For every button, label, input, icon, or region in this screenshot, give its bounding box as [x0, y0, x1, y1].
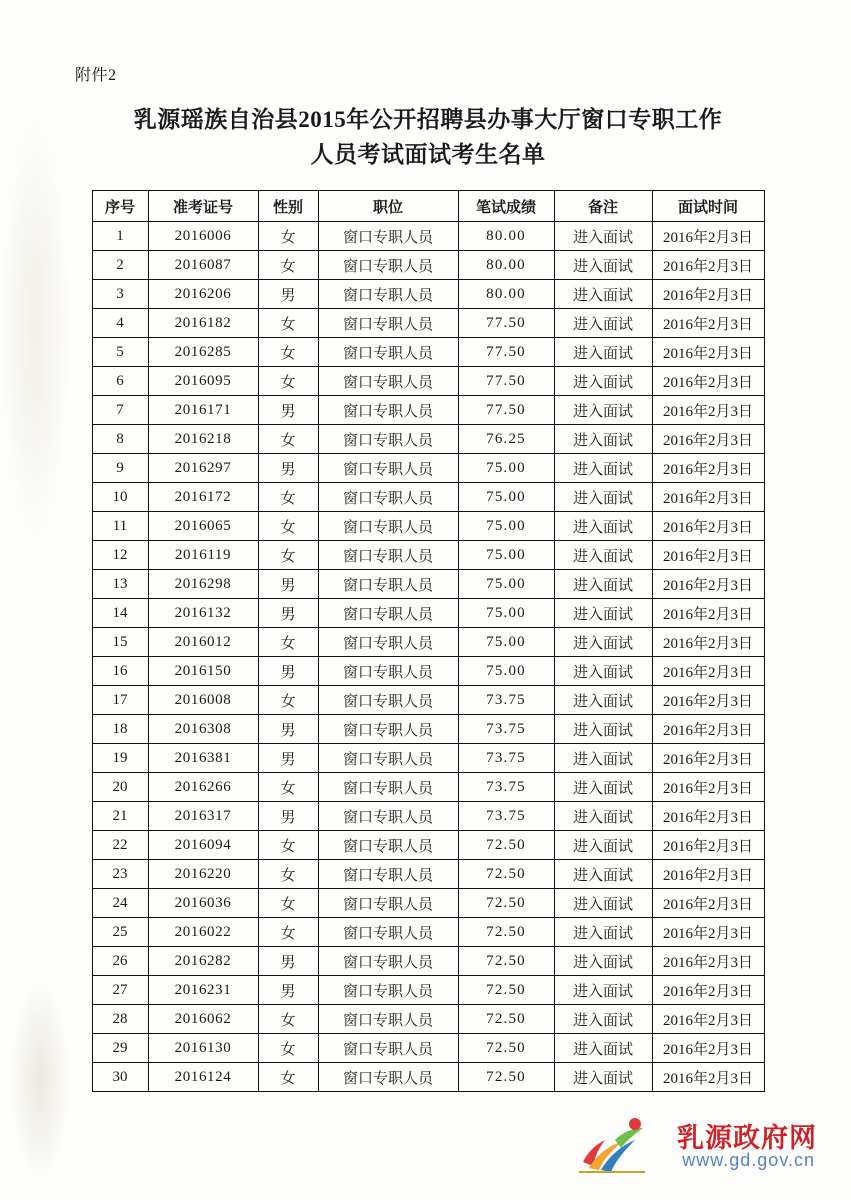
table-row — [92, 1034, 764, 1063]
cell-gender: 女 — [258, 860, 318, 889]
cell-seq: 3 — [92, 280, 148, 309]
cell-interview-date: 2016年2月3日 — [652, 425, 764, 454]
cell-written-score: 72.50 — [458, 1034, 554, 1063]
table-row — [92, 425, 764, 454]
table-row — [92, 599, 764, 628]
cell-seq: 8 — [92, 425, 148, 454]
site-logo-icon — [575, 1110, 649, 1178]
cell-gender: 女 — [258, 686, 318, 715]
table-row — [92, 222, 764, 251]
cell-admission-id: 2016124 — [148, 1063, 258, 1092]
cell-position: 窗口专职人员 — [318, 947, 458, 976]
cell-position: 窗口专职人员 — [318, 425, 458, 454]
cell-remark: 进入面试 — [554, 454, 652, 483]
candidate-table — [92, 190, 765, 1092]
cell-interview-date: 2016年2月3日 — [652, 889, 764, 918]
cell-written-score: 76.25 — [458, 425, 554, 454]
cell-remark: 进入面试 — [554, 512, 652, 541]
table-row — [92, 889, 764, 918]
cell-interview-date: 2016年2月3日 — [652, 338, 764, 367]
cell-admission-id: 2016095 — [148, 367, 258, 396]
cell-written-score: 72.50 — [458, 1063, 554, 1092]
cell-interview-date: 2016年2月3日 — [652, 222, 764, 251]
cell-position: 窗口专职人员 — [318, 599, 458, 628]
cell-seq: 16 — [92, 657, 148, 686]
cell-admission-id: 2016282 — [148, 947, 258, 976]
cell-interview-date: 2016年2月3日 — [652, 309, 764, 338]
cell-position: 窗口专职人员 — [318, 309, 458, 338]
cell-written-score: 75.00 — [458, 512, 554, 541]
cell-interview-date: 2016年2月3日 — [652, 947, 764, 976]
column-header-position: 职位 — [318, 191, 458, 222]
cell-interview-date: 2016年2月3日 — [652, 773, 764, 802]
cell-seq: 21 — [92, 802, 148, 831]
page-title — [108, 103, 748, 172]
table-row — [92, 773, 764, 802]
cell-position: 窗口专职人员 — [318, 367, 458, 396]
cell-position: 窗口专职人员 — [318, 976, 458, 1005]
cell-position: 窗口专职人员 — [318, 744, 458, 773]
cell-interview-date: 2016年2月3日 — [652, 976, 764, 1005]
cell-seq: 29 — [92, 1034, 148, 1063]
cell-remark: 进入面试 — [554, 1005, 652, 1034]
cell-gender: 男 — [258, 280, 318, 309]
cell-written-score: 80.00 — [458, 280, 554, 309]
table-row — [92, 541, 764, 570]
cell-position: 窗口专职人员 — [318, 541, 458, 570]
table-row — [92, 1005, 764, 1034]
cell-written-score: 75.00 — [458, 628, 554, 657]
cell-position: 窗口专职人员 — [318, 889, 458, 918]
cell-written-score: 75.00 — [458, 657, 554, 686]
site-name-text: 乳源政府网 — [677, 1123, 817, 1153]
cell-remark: 进入面试 — [554, 860, 652, 889]
cell-written-score: 80.00 — [458, 222, 554, 251]
cell-interview-date: 2016年2月3日 — [652, 454, 764, 483]
table-row — [92, 1063, 764, 1092]
table-header-row — [92, 191, 764, 222]
cell-remark: 进入面试 — [554, 425, 652, 454]
cell-gender: 女 — [258, 541, 318, 570]
cell-seq: 6 — [92, 367, 148, 396]
table-row — [92, 251, 764, 280]
cell-position: 窗口专职人员 — [318, 686, 458, 715]
cell-admission-id: 2016119 — [148, 541, 258, 570]
cell-written-score: 72.50 — [458, 976, 554, 1005]
cell-admission-id: 2016132 — [148, 599, 258, 628]
table-row — [92, 483, 764, 512]
cell-admission-id: 2016285 — [148, 338, 258, 367]
cell-remark: 进入面试 — [554, 715, 652, 744]
cell-seq: 28 — [92, 1005, 148, 1034]
cell-admission-id: 2016218 — [148, 425, 258, 454]
cell-gender: 男 — [258, 657, 318, 686]
cell-seq: 25 — [92, 918, 148, 947]
cell-seq: 17 — [92, 686, 148, 715]
cell-admission-id: 2016231 — [148, 976, 258, 1005]
column-header-gender: 性别 — [258, 191, 318, 222]
cell-remark: 进入面试 — [554, 367, 652, 396]
cell-seq: 4 — [92, 309, 148, 338]
cell-admission-id: 2016172 — [148, 483, 258, 512]
cell-admission-id: 2016087 — [148, 251, 258, 280]
cell-gender: 女 — [258, 628, 318, 657]
cell-interview-date: 2016年2月3日 — [652, 570, 764, 599]
cell-remark: 进入面试 — [554, 251, 652, 280]
cell-written-score: 77.50 — [458, 309, 554, 338]
site-url-text: www.gd.gov.cn — [682, 1150, 815, 1170]
cell-position: 窗口专职人员 — [318, 1034, 458, 1063]
cell-remark: 进入面试 — [554, 1063, 652, 1092]
cell-interview-date: 2016年2月3日 — [652, 744, 764, 773]
column-header-interview-date: 面试时间 — [652, 191, 764, 222]
cell-interview-date: 2016年2月3日 — [652, 686, 764, 715]
cell-interview-date: 2016年2月3日 — [652, 483, 764, 512]
cell-gender: 女 — [258, 1005, 318, 1034]
cell-written-score: 72.50 — [458, 947, 554, 976]
cell-remark: 进入面试 — [554, 744, 652, 773]
cell-seq: 2 — [92, 251, 148, 280]
table-row — [92, 657, 764, 686]
cell-admission-id: 2016182 — [148, 309, 258, 338]
cell-interview-date: 2016年2月3日 — [652, 715, 764, 744]
cell-gender: 女 — [258, 222, 318, 251]
cell-remark: 进入面试 — [554, 1034, 652, 1063]
cell-gender: 女 — [258, 367, 318, 396]
cell-admission-id: 2016308 — [148, 715, 258, 744]
cell-remark: 进入面试 — [554, 976, 652, 1005]
cell-seq: 9 — [92, 454, 148, 483]
cell-admission-id: 2016171 — [148, 396, 258, 425]
table-row — [92, 715, 764, 744]
cell-admission-id: 2016381 — [148, 744, 258, 773]
cell-gender: 男 — [258, 715, 318, 744]
cell-written-score: 77.50 — [458, 367, 554, 396]
cell-admission-id: 2016094 — [148, 831, 258, 860]
cell-seq: 11 — [92, 512, 148, 541]
cell-remark: 进入面试 — [554, 918, 652, 947]
cell-interview-date: 2016年2月3日 — [652, 918, 764, 947]
cell-interview-date: 2016年2月3日 — [652, 628, 764, 657]
cell-interview-date: 2016年2月3日 — [652, 251, 764, 280]
cell-remark: 进入面试 — [554, 396, 652, 425]
cell-seq: 12 — [92, 541, 148, 570]
cell-gender: 女 — [258, 512, 318, 541]
cell-remark: 进入面试 — [554, 628, 652, 657]
cell-position: 窗口专职人员 — [318, 251, 458, 280]
cell-remark: 进入面试 — [554, 338, 652, 367]
table-row — [92, 860, 764, 889]
cell-position: 窗口专职人员 — [318, 338, 458, 367]
cell-seq: 22 — [92, 831, 148, 860]
cell-position: 窗口专职人员 — [318, 483, 458, 512]
cell-position: 窗口专职人员 — [318, 860, 458, 889]
table-row — [92, 686, 764, 715]
cell-written-score: 72.50 — [458, 831, 554, 860]
cell-gender: 女 — [258, 1034, 318, 1063]
table-row — [92, 628, 764, 657]
cell-remark: 进入面试 — [554, 570, 652, 599]
cell-gender: 男 — [258, 802, 318, 831]
cell-gender: 女 — [258, 338, 318, 367]
table-row — [92, 976, 764, 1005]
cell-admission-id: 2016022 — [148, 918, 258, 947]
cell-gender: 男 — [258, 599, 318, 628]
cell-gender: 男 — [258, 454, 318, 483]
cell-interview-date: 2016年2月3日 — [652, 802, 764, 831]
cell-interview-date: 2016年2月3日 — [652, 396, 764, 425]
cell-gender: 女 — [258, 1063, 318, 1092]
cell-written-score: 72.50 — [458, 860, 554, 889]
cell-written-score: 72.50 — [458, 889, 554, 918]
cell-remark: 进入面试 — [554, 686, 652, 715]
cell-seq: 24 — [92, 889, 148, 918]
cell-interview-date: 2016年2月3日 — [652, 599, 764, 628]
cell-gender: 女 — [258, 918, 318, 947]
cell-interview-date: 2016年2月3日 — [652, 860, 764, 889]
table-row — [92, 802, 764, 831]
cell-remark: 进入面试 — [554, 541, 652, 570]
cell-position: 窗口专职人员 — [318, 802, 458, 831]
cell-gender: 女 — [258, 889, 318, 918]
cell-position: 窗口专职人员 — [318, 918, 458, 947]
table-row — [92, 454, 764, 483]
cell-gender: 女 — [258, 309, 318, 338]
cell-admission-id: 2016012 — [148, 628, 258, 657]
cell-written-score: 73.75 — [458, 802, 554, 831]
cell-position: 窗口专职人员 — [318, 570, 458, 599]
cell-written-score: 80.00 — [458, 251, 554, 280]
cell-written-score: 75.00 — [458, 599, 554, 628]
table-body — [92, 222, 764, 1092]
cell-written-score: 72.50 — [458, 918, 554, 947]
cell-remark: 进入面试 — [554, 657, 652, 686]
table-row — [92, 918, 764, 947]
table-row — [92, 947, 764, 976]
table-row — [92, 744, 764, 773]
cell-seq: 1 — [92, 222, 148, 251]
cell-seq: 18 — [92, 715, 148, 744]
column-header-written-score: 笔试成绩 — [458, 191, 554, 222]
cell-remark: 进入面试 — [554, 222, 652, 251]
table-row — [92, 367, 764, 396]
cell-admission-id: 2016298 — [148, 570, 258, 599]
page-title-line1: 乳源瑶族自治县2015年公开招聘县办事大厅窗口专职工作 — [133, 107, 723, 132]
cell-gender: 男 — [258, 396, 318, 425]
cell-admission-id: 2016317 — [148, 802, 258, 831]
table-row — [92, 831, 764, 860]
cell-interview-date: 2016年2月3日 — [652, 1034, 764, 1063]
cell-interview-date: 2016年2月3日 — [652, 657, 764, 686]
table-row — [92, 396, 764, 425]
cell-gender: 男 — [258, 744, 318, 773]
cell-written-score: 77.50 — [458, 338, 554, 367]
cell-seq: 15 — [92, 628, 148, 657]
cell-written-score: 77.50 — [458, 396, 554, 425]
column-header-remark: 备注 — [554, 191, 652, 222]
cell-interview-date: 2016年2月3日 — [652, 512, 764, 541]
site-watermark — [575, 1110, 825, 1182]
cell-position: 窗口专职人员 — [318, 512, 458, 541]
cell-written-score: 75.00 — [458, 541, 554, 570]
cell-seq: 7 — [92, 396, 148, 425]
cell-seq: 27 — [92, 976, 148, 1005]
cell-remark: 进入面试 — [554, 773, 652, 802]
cell-admission-id: 2016065 — [148, 512, 258, 541]
cell-remark: 进入面试 — [554, 309, 652, 338]
cell-interview-date: 2016年2月3日 — [652, 280, 764, 309]
column-header-seq: 序号 — [92, 191, 148, 222]
cell-remark: 进入面试 — [554, 483, 652, 512]
cell-gender: 女 — [258, 483, 318, 512]
cell-position: 窗口专职人员 — [318, 396, 458, 425]
table-row — [92, 338, 764, 367]
cell-interview-date: 2016年2月3日 — [652, 1005, 764, 1034]
attachment-label: 附件2 — [75, 67, 117, 84]
paper-stain-left-lower — [10, 980, 70, 1180]
cell-gender: 男 — [258, 976, 318, 1005]
cell-admission-id: 2016008 — [148, 686, 258, 715]
cell-position: 窗口专职人员 — [318, 628, 458, 657]
cell-seq: 26 — [92, 947, 148, 976]
cell-seq: 5 — [92, 338, 148, 367]
cell-interview-date: 2016年2月3日 — [652, 541, 764, 570]
cell-remark: 进入面试 — [554, 599, 652, 628]
cell-admission-id: 2016036 — [148, 889, 258, 918]
cell-remark: 进入面试 — [554, 947, 652, 976]
cell-written-score: 75.00 — [458, 454, 554, 483]
cell-seq: 30 — [92, 1063, 148, 1092]
cell-admission-id: 2016297 — [148, 454, 258, 483]
cell-position: 窗口专职人员 — [318, 715, 458, 744]
cell-gender: 女 — [258, 251, 318, 280]
cell-position: 窗口专职人员 — [318, 657, 458, 686]
paper-stain-left-upper — [0, 120, 70, 540]
cell-interview-date: 2016年2月3日 — [652, 367, 764, 396]
page-title-line2: 人员考试面试考生名单 — [310, 141, 546, 167]
table-row — [92, 570, 764, 599]
cell-position: 窗口专职人员 — [318, 454, 458, 483]
cell-seq: 20 — [92, 773, 148, 802]
cell-admission-id: 2016062 — [148, 1005, 258, 1034]
cell-remark: 进入面试 — [554, 280, 652, 309]
cell-interview-date: 2016年2月3日 — [652, 831, 764, 860]
table-row — [92, 309, 764, 338]
table-row — [92, 280, 764, 309]
cell-gender: 女 — [258, 831, 318, 860]
cell-gender: 男 — [258, 947, 318, 976]
cell-written-score: 73.75 — [458, 715, 554, 744]
cell-position: 窗口专职人员 — [318, 1063, 458, 1092]
cell-position: 窗口专职人员 — [318, 773, 458, 802]
cell-written-score: 73.75 — [458, 686, 554, 715]
cell-admission-id: 2016150 — [148, 657, 258, 686]
cell-gender: 男 — [258, 570, 318, 599]
cell-interview-date: 2016年2月3日 — [652, 1063, 764, 1092]
cell-position: 窗口专职人员 — [318, 222, 458, 251]
cell-written-score: 72.50 — [458, 1005, 554, 1034]
table-row — [92, 512, 764, 541]
cell-written-score: 73.75 — [458, 744, 554, 773]
cell-admission-id: 2016220 — [148, 860, 258, 889]
cell-seq: 10 — [92, 483, 148, 512]
column-header-admission-id: 准考证号 — [148, 191, 258, 222]
cell-admission-id: 2016130 — [148, 1034, 258, 1063]
cell-seq: 19 — [92, 744, 148, 773]
cell-gender: 女 — [258, 425, 318, 454]
cell-remark: 进入面试 — [554, 831, 652, 860]
cell-position: 窗口专职人员 — [318, 280, 458, 309]
cell-admission-id: 2016266 — [148, 773, 258, 802]
cell-written-score: 75.00 — [458, 570, 554, 599]
cell-admission-id: 2016206 — [148, 280, 258, 309]
cell-position: 窗口专职人员 — [318, 1005, 458, 1034]
cell-written-score: 73.75 — [458, 773, 554, 802]
cell-seq: 23 — [92, 860, 148, 889]
cell-remark: 进入面试 — [554, 889, 652, 918]
cell-written-score: 75.00 — [458, 483, 554, 512]
cell-remark: 进入面试 — [554, 802, 652, 831]
cell-gender: 女 — [258, 773, 318, 802]
cell-seq: 14 — [92, 599, 148, 628]
cell-seq: 13 — [92, 570, 148, 599]
cell-admission-id: 2016006 — [148, 222, 258, 251]
cell-position: 窗口专职人员 — [318, 831, 458, 860]
